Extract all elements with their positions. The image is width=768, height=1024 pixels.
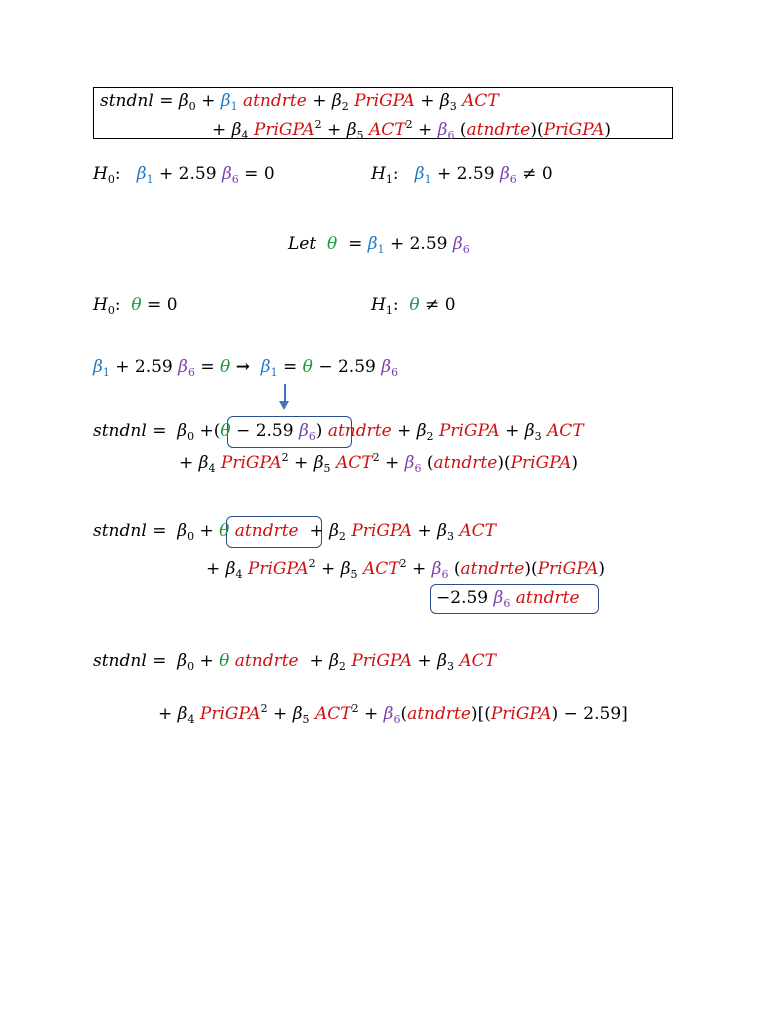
math-token: ] (621, 704, 628, 724)
math-token: [ (477, 704, 485, 724)
math-token: 3 (449, 100, 457, 113)
math-token: 6 (231, 173, 239, 186)
math-token: + (397, 421, 412, 441)
math-token: ( (536, 120, 544, 140)
math-token: PriGPA (351, 521, 413, 541)
math-token: 6 (503, 597, 511, 610)
math-token: 0 (107, 173, 115, 186)
math-token: β (231, 120, 242, 140)
math-token: PriGPA (247, 559, 309, 579)
math-token: β (329, 521, 339, 541)
math-token: + (411, 559, 427, 579)
math-token: atndrte (242, 91, 307, 111)
math-token: ACT (462, 91, 499, 111)
math-token: + (309, 651, 324, 671)
math-token: 2 (281, 451, 289, 464)
math-token: stndnl (93, 651, 147, 671)
math-token: + (389, 234, 405, 254)
math-token: : (114, 164, 121, 184)
math-token: β (329, 651, 339, 671)
math-token: β (437, 120, 448, 140)
math-token: + (199, 421, 214, 441)
substitution (93, 359, 398, 378)
math-token: β (524, 421, 535, 441)
math-token: 5 (350, 568, 358, 581)
math-token: β (367, 234, 378, 254)
math-token: 1 (270, 366, 278, 379)
let-theta (288, 236, 470, 255)
math-token: 2 (426, 430, 434, 443)
math-token: β (431, 559, 442, 579)
math-token: β (177, 651, 188, 671)
math-token: 2 (351, 702, 359, 715)
math-token: 6 (393, 713, 401, 726)
model-line-2 (212, 119, 611, 141)
math-token: 5 (323, 462, 331, 475)
math-token: ( (484, 704, 491, 724)
math-token: 3 (534, 430, 542, 443)
math-token: PriGPA (351, 651, 413, 671)
math-token: β (198, 453, 209, 473)
math-token: ) (315, 421, 323, 441)
math-token: 4 (241, 129, 249, 142)
math-token: β (383, 704, 394, 724)
math-token: ) (604, 120, 611, 140)
math-token: ( (459, 120, 467, 140)
math-token: 2 (372, 451, 380, 464)
math-token: β (93, 357, 103, 377)
math-token: − (563, 704, 578, 724)
math-token: ) (524, 559, 531, 579)
math-token: − (318, 357, 333, 377)
math-token: PriGPA (253, 120, 315, 140)
math-token: ) (551, 704, 559, 724)
math-token: β (381, 357, 392, 377)
math-token: + (437, 164, 452, 184)
math-token: + (179, 453, 194, 473)
math-token: ACT (314, 704, 352, 724)
var-stndnl: stndnl (100, 91, 154, 111)
math-token: atndrte (407, 704, 471, 724)
math-token: β (136, 164, 147, 184)
math-token: + (384, 453, 400, 473)
eq3-line-3 (436, 590, 580, 609)
math-token: β (404, 453, 415, 473)
math-token: = (348, 234, 363, 254)
math-token: ( (503, 453, 511, 473)
math-token: + (363, 704, 379, 724)
math-token: 1 (230, 100, 238, 113)
math-token: 2.59 (337, 357, 376, 377)
math-token: 1 (385, 173, 393, 186)
math-token: = (283, 357, 298, 377)
math-token: + (312, 91, 327, 111)
math-token: ACT (459, 651, 496, 671)
math-token: H (371, 164, 386, 184)
math-token: 6 (447, 129, 455, 142)
h1-beta (371, 166, 553, 185)
math-token: θ (219, 651, 230, 671)
math-token: β (437, 521, 447, 541)
math-token: atndrte (234, 521, 299, 541)
math-token: β (313, 453, 324, 473)
math-token: H (93, 164, 108, 184)
math-token: + (273, 704, 288, 724)
math-token: β (298, 421, 309, 441)
math-token: = (152, 521, 167, 541)
math-token: + (417, 120, 433, 140)
math-token: + (158, 704, 173, 724)
math-token: 4 (208, 462, 216, 475)
math-token: ACT (547, 421, 584, 441)
math-token: 2.59 (134, 357, 173, 377)
eq2-line-1 (93, 423, 584, 442)
math-token: + (327, 120, 342, 140)
math-token: 6 (441, 568, 449, 581)
math-token: 0 (187, 430, 195, 443)
math-token: 2 (308, 557, 316, 570)
math-token: 6 (414, 462, 422, 475)
math-token: ACT (368, 120, 406, 140)
h0-beta (93, 166, 275, 185)
math-token: = (152, 421, 167, 441)
math-token: ( (400, 704, 408, 724)
eq3-line-1 (93, 523, 496, 542)
math-token: + (417, 651, 432, 671)
math-token: β (225, 559, 236, 579)
eq2-line-2 (179, 452, 578, 474)
math-token: atndrte (234, 651, 299, 671)
math-token: 3 (446, 530, 454, 543)
math-token: Let (288, 234, 317, 254)
math-token: + (201, 91, 216, 111)
math-token: 3 (446, 660, 454, 673)
math-token: 2 (341, 100, 349, 113)
math-token: β (177, 521, 188, 541)
math-token: θ (220, 357, 231, 377)
math-token: PriGPA (438, 421, 500, 441)
math-token: atndrte (433, 453, 498, 473)
math-token: β (331, 91, 342, 111)
math-token: 2.59 (583, 704, 622, 724)
math-token: θ (409, 295, 420, 315)
math-token: 2.59 (255, 421, 294, 441)
math-token: 0 (188, 100, 196, 113)
math-token: β (452, 234, 463, 254)
math-token: − (236, 421, 251, 441)
math-token: ≠ (425, 295, 440, 315)
math-token: + (212, 120, 227, 140)
math-token: H (93, 295, 108, 315)
math-token: β (493, 588, 504, 608)
math-token: = (200, 357, 215, 377)
math-token: atndrte (466, 120, 531, 140)
math-token: + (417, 521, 432, 541)
math-token: 4 (187, 713, 195, 726)
math-token: β (414, 164, 425, 184)
math-token: 2 (405, 118, 413, 131)
math-token: 1 (102, 366, 110, 379)
math-token: 1 (377, 243, 385, 256)
math-token: ( (453, 559, 461, 579)
math-token: 0 (444, 295, 456, 315)
math-token: PriGPA (354, 91, 415, 111)
math-token: : (114, 295, 121, 315)
math-token: 2 (338, 660, 346, 673)
math-token: 2 (338, 530, 346, 543)
math-token: 2.59 (450, 588, 489, 608)
math-token: β (439, 91, 450, 111)
math-token: + (199, 651, 214, 671)
math-token: stndnl (93, 521, 147, 541)
math-token: + (294, 453, 309, 473)
math-token: PriGPA (199, 704, 261, 724)
math-token: β (437, 651, 447, 671)
down-arrow-icon (279, 401, 289, 410)
math-token: 2.59 (456, 164, 495, 184)
math-token: β (177, 704, 188, 724)
math-token: 2 (399, 557, 407, 570)
math-token: + (309, 521, 324, 541)
math-token: ) (497, 453, 504, 473)
math-token: PriGPA (490, 704, 552, 724)
eq3-line-2 (206, 558, 605, 580)
math-token: + (199, 521, 214, 541)
math-token: atndrte (327, 421, 392, 441)
eq4-line-1 (93, 653, 496, 672)
math-token: β (416, 421, 427, 441)
math-token: 1 (385, 304, 393, 317)
math-token: = (244, 164, 259, 184)
math-token: ACT (335, 453, 373, 473)
math-token: atndrte (460, 559, 525, 579)
math-token: ) (530, 120, 537, 140)
math-token: stndnl (93, 421, 147, 441)
math-token: 0 (166, 295, 178, 315)
math-token: θ (302, 357, 313, 377)
math-token: H (371, 295, 386, 315)
math-token: ACT (362, 559, 400, 579)
math-token: atndrte (515, 588, 580, 608)
math-token: β (340, 559, 351, 579)
math-token: ( (213, 421, 221, 441)
math-token: 6 (308, 430, 316, 443)
math-token: 6 (187, 366, 195, 379)
math-token: = (152, 651, 167, 671)
h0-theta (93, 297, 178, 316)
math-token: PriGPA (510, 453, 572, 473)
math-token: β (177, 421, 188, 441)
math-token: β (346, 120, 357, 140)
math-token: θ (131, 295, 142, 315)
math-token: 0 (541, 164, 553, 184)
math-token: + (420, 91, 435, 111)
math-token: 4 (235, 568, 243, 581)
math-token: θ (219, 521, 230, 541)
math-token: + (505, 421, 520, 441)
math-token: 1 (146, 173, 154, 186)
math-token: 0 (263, 164, 275, 184)
math-token: 6 (509, 173, 517, 186)
math-token: ( (426, 453, 434, 473)
math-token: ) (571, 453, 578, 473)
math-token: β (220, 91, 231, 111)
math-token: θ (327, 234, 338, 254)
math-token: ( (530, 559, 538, 579)
math-token: θ (220, 421, 231, 441)
math-token: 2 (314, 118, 322, 131)
math-token: : (392, 164, 399, 184)
math-token: 0 (187, 530, 195, 543)
math-token: PriGPA (543, 120, 605, 140)
math-token: 2.59 (178, 164, 217, 184)
math-token: ≠ (522, 164, 537, 184)
math-token: = (147, 295, 162, 315)
math-token: 5 (356, 129, 364, 142)
h1-theta (371, 297, 456, 316)
math-token: 1 (424, 173, 432, 186)
math-token: 5 (302, 713, 310, 726)
math-token: 0 (187, 660, 195, 673)
math-token: β (499, 164, 510, 184)
math-token: 0 (107, 304, 115, 317)
eq4-line-2 (158, 703, 628, 725)
math-token: ) (598, 559, 605, 579)
math-token: ACT (459, 521, 496, 541)
math-token: 2.59 (409, 234, 448, 254)
math-token: β (221, 164, 232, 184)
math-token: β (178, 91, 189, 111)
math-token: β (260, 357, 271, 377)
math-token: PriGPA (537, 559, 599, 579)
math-token: + (321, 559, 336, 579)
model-line-1 (100, 93, 499, 112)
math-token: + (206, 559, 221, 579)
math-token: : (392, 295, 399, 315)
math-token: 6 (391, 366, 399, 379)
math-token: PriGPA (220, 453, 282, 473)
implies-arrow: → (235, 357, 250, 377)
math-token: β (292, 704, 303, 724)
math-token: − (436, 588, 451, 608)
math-token: + (115, 357, 130, 377)
math-token: 2 (260, 702, 268, 715)
math-token: 6 (462, 243, 470, 256)
math-token: ) (470, 704, 478, 724)
math-token: β (178, 357, 188, 377)
math-token: + (159, 164, 174, 184)
math-token: = (159, 91, 174, 111)
